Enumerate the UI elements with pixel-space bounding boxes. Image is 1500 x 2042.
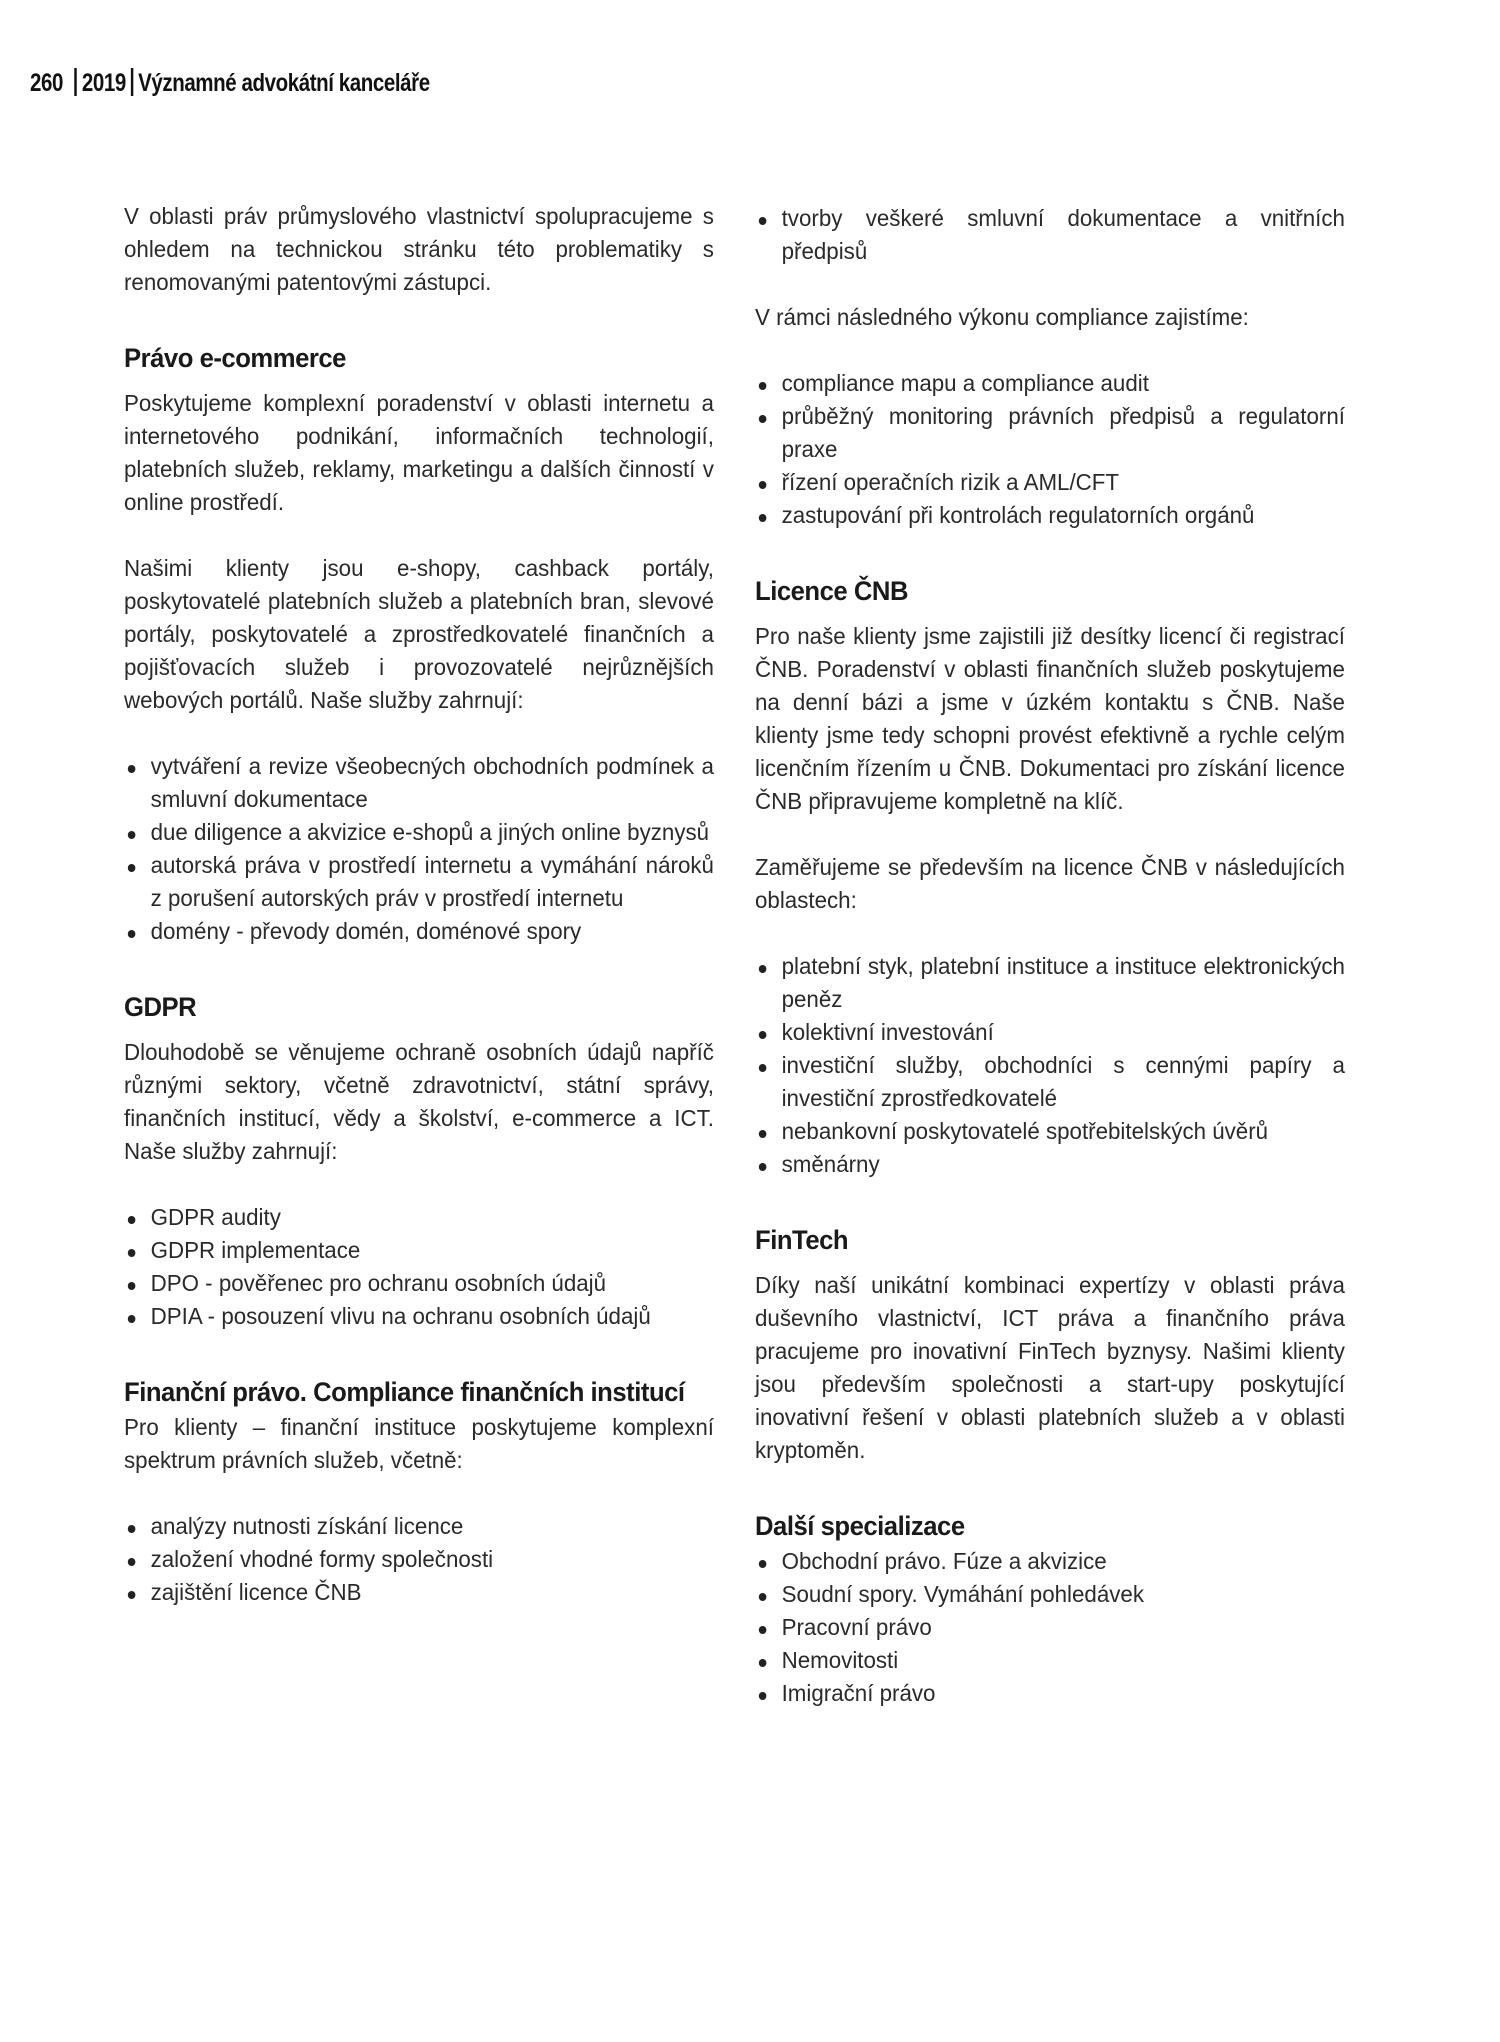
list-item: DPO - pověřenec pro ochranu osobních údajů bbox=[124, 1267, 714, 1300]
running-header bbox=[30, 68, 430, 98]
compliance-list bbox=[755, 367, 1345, 532]
list-item: compliance mapu a compliance audit bbox=[755, 367, 1345, 400]
list-item: založení vhodné formy společnosti bbox=[124, 1543, 714, 1576]
page-number: 260 bbox=[30, 69, 63, 97]
list-item: Nemovitosti bbox=[755, 1644, 1345, 1677]
list-item: směnárny bbox=[755, 1148, 1345, 1181]
gdpr-paragraph: Dlouhodobě se věnujeme ochraně osobních údajů napříč různými sektory, včetně zdravotnictví, státní správy, finančních institucí, vědy a školství, e-commerce a ICT. Naše služby zahrnují: bbox=[124, 1039, 714, 1164]
list-item: investiční služby, obchodníci s cennými papíry a investiční zprostředkovatelé bbox=[755, 1049, 1345, 1115]
left-column bbox=[124, 200, 714, 1609]
list-item: Imigrační právo bbox=[755, 1677, 1345, 1710]
list-item: vytváření a revize všeobecných obchodních podmínek a smluvní dokumentace bbox=[124, 750, 714, 816]
list-item: platební styk, platební instituce a instituce elektronických peněz bbox=[755, 950, 1345, 1016]
list-item: zajištění licence ČNB bbox=[124, 1576, 714, 1609]
list-item: nebankovní poskytovatelé spotřebitelských úvěrů bbox=[755, 1115, 1345, 1148]
header-year: 2019 bbox=[81, 69, 126, 97]
right-column bbox=[755, 202, 1345, 1710]
finance-paragraph: Pro klienty – finanční instituce poskytujeme komplexní spektrum právních služeb, včetně: bbox=[124, 1414, 714, 1473]
publication-title: Významné advokátní kanceláře bbox=[138, 69, 430, 97]
list-item: kolektivní investování bbox=[755, 1016, 1345, 1049]
cnb-paragraph-2: Zaměřujeme se především na licence ČNB v následujících oblastech: bbox=[755, 854, 1345, 913]
list-item: autorská práva v prostředí internetu a vymáhání nároků z porušení autorských práv v prostředí internetu bbox=[124, 849, 714, 915]
list-item: domény - převody domén, doménové spory bbox=[124, 915, 714, 948]
list-item: GDPR audity bbox=[124, 1201, 714, 1234]
section-heading-cnb: Licence ČNB bbox=[755, 576, 909, 606]
list-item: zastupování při kontrolách regulatorních orgánů bbox=[755, 499, 1345, 532]
list-item: analýzy nutnosti získání licence bbox=[124, 1510, 714, 1543]
finance-services-list-continued bbox=[755, 202, 1345, 268]
list-item: GDPR implementace bbox=[124, 1234, 714, 1267]
section-heading-gdpr: GDPR bbox=[124, 992, 197, 1022]
header-divider bbox=[74, 68, 76, 96]
section-heading-finance: Finanční právo. Compliance finančních institucí bbox=[124, 1377, 685, 1407]
list-item: řízení operačních rizik a AML/CFT bbox=[755, 466, 1345, 499]
list-item: Pracovní právo bbox=[755, 1611, 1345, 1644]
list-item: DPIA - posouzení vlivu na ochranu osobních údajů bbox=[124, 1300, 714, 1333]
section-heading-ecommerce: Právo e-commerce bbox=[124, 343, 346, 373]
intro-paragraph: V oblasti práv průmyslového vlastnictví spolupracujeme s ohledem na technickou stránku této problematiky s renomovanými patentovými zástupci. bbox=[124, 203, 714, 295]
section-heading-fintech: FinTech bbox=[755, 1225, 849, 1255]
finance-services-list bbox=[124, 1510, 714, 1609]
ecommerce-paragraph-2: Našimi klienty jsou e-shopy, cashback portály, poskytovatelé platebních služeb a platebních bran, slevové portály, poskytovatelé a zprostředkovatelé finančních a pojišťovacích služeb i provozovatelé nejrůznějších webových portálů. Naše služby zahrnují: bbox=[124, 555, 714, 713]
gdpr-services-list bbox=[124, 1201, 714, 1333]
list-item: due diligence a akvizice e-shopů a jiných online byznysů bbox=[124, 816, 714, 849]
list-item: Soudní spory. Vymáhání pohledávek bbox=[755, 1578, 1345, 1611]
other-specializations-list bbox=[755, 1545, 1345, 1710]
list-item: průběžný monitoring právních předpisů a regulatorní praxe bbox=[755, 400, 1345, 466]
fintech-paragraph: Díky naší unikátní kombinaci expertízy v oblasti práva duševního vlastnictví, ICT práva a finančního práva pracujeme pro inovativní FinTech byznysy. Našimi klienty jsou především společnosti a start-upy poskytující inovativní řešení v oblasti platebních služeb a v oblasti kryptoměn. bbox=[755, 1272, 1345, 1463]
list-item: tvorby veškeré smluvní dokumentace a vnitřních předpisů bbox=[755, 202, 1345, 268]
ecommerce-paragraph-1: Poskytujeme komplexní poradenství v oblasti internetu a internetového podnikání, informačních technologií, platebních služeb, reklamy, marketingu a dalších činností v online prostředí. bbox=[124, 390, 714, 515]
section-heading-other: Další specializace bbox=[755, 1511, 965, 1541]
cnb-areas-list bbox=[755, 950, 1345, 1181]
header-divider bbox=[131, 68, 133, 96]
ecommerce-services-list bbox=[124, 750, 714, 948]
compliance-intro: V rámci následného výkonu compliance zajistíme: bbox=[755, 304, 1249, 330]
list-item: Obchodní právo. Fúze a akvizice bbox=[755, 1545, 1345, 1578]
cnb-paragraph-1: Pro naše klienty jsme zajistili již desítky licencí či registrací ČNB. Poradenství v oblasti finančních služeb poskytujeme na denní bázi a jsme v úzkém kontaktu s ČNB. Naše klienty jsme tedy schopni provést efektivně a rychle celým licenčním řízením u ČNB. Dokumentaci pro získání licence ČNB připravujeme kompletně na klíč. bbox=[755, 623, 1345, 814]
